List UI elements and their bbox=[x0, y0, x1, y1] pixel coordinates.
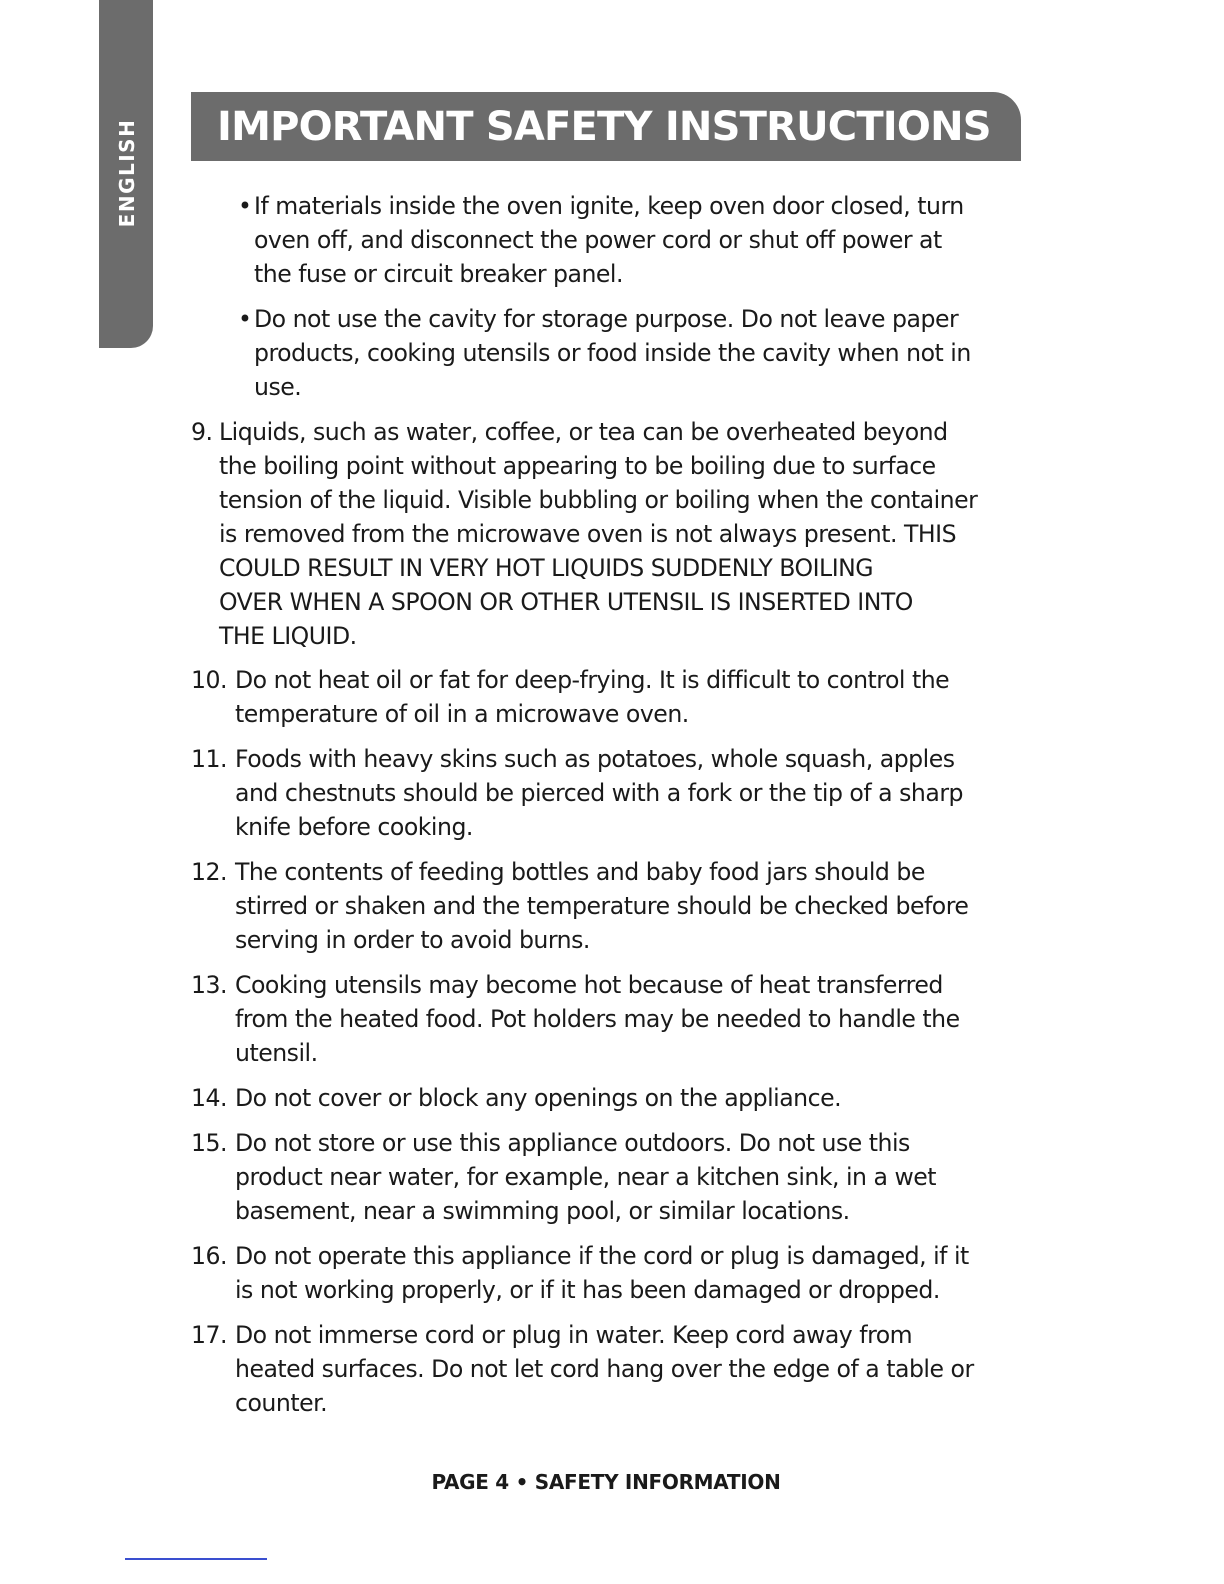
list-item-text bbox=[219, 415, 977, 653]
language-tab-label: ENGLISH bbox=[115, 118, 139, 228]
text-line: Do not operate this appliance if the cord or plug is damaged, if it bbox=[235, 1242, 969, 1270]
text-line: Do not heat oil or fat for deep-frying. It is difficult to control the bbox=[235, 666, 950, 694]
list-item-12 bbox=[191, 855, 968, 957]
list-item-17 bbox=[191, 1318, 974, 1420]
text-line: The contents of feeding bottles and baby food jars should be bbox=[235, 858, 925, 886]
list-item-text bbox=[235, 968, 960, 1070]
list-item-text bbox=[254, 302, 971, 404]
list-item-10 bbox=[191, 663, 949, 731]
text-line: Do not store or use this appliance outdoors. Do not use this bbox=[235, 1129, 910, 1157]
item-number: 13. bbox=[191, 971, 228, 999]
section-header-bar bbox=[191, 92, 1021, 161]
text-line: is removed from the microwave oven is not always present. THIS bbox=[219, 520, 957, 548]
text-line: utensil. bbox=[235, 1039, 318, 1067]
text-line: stirred or shaken and the temperature should be checked before bbox=[235, 892, 969, 920]
list-item-text bbox=[254, 189, 964, 291]
list-item-text bbox=[235, 855, 968, 957]
text-line: Do not cover or block any openings on the appliance. bbox=[235, 1084, 842, 1112]
list-item-text bbox=[235, 663, 949, 731]
list-item-14 bbox=[191, 1081, 841, 1115]
text-line: knife before cooking. bbox=[235, 813, 473, 841]
text-line: temperature of oil in a microwave oven. bbox=[235, 700, 689, 728]
list-item-text bbox=[235, 742, 963, 844]
bullet-marker: • bbox=[238, 305, 252, 333]
list-item-text bbox=[235, 1239, 969, 1307]
text-line: counter. bbox=[235, 1389, 328, 1417]
list-item-13 bbox=[191, 968, 960, 1070]
item-number: 15. bbox=[191, 1129, 228, 1157]
text-line: Foods with heavy skins such as potatoes, whole squash, apples bbox=[235, 745, 955, 773]
text-line: OVER WHEN A SPOON OR OTHER UTENSIL IS INSERTED INTO bbox=[219, 588, 913, 616]
text-line: use. bbox=[254, 373, 302, 401]
page-footer: PAGE 4 • SAFETY INFORMATION bbox=[431, 1470, 781, 1494]
list-item-15 bbox=[191, 1126, 936, 1228]
item-number: 11. bbox=[191, 745, 228, 773]
item-number: 12. bbox=[191, 858, 228, 886]
text-line: product near water, for example, near a kitchen sink, in a wet bbox=[235, 1163, 937, 1191]
text-line: basement, near a swimming pool, or similar locations. bbox=[235, 1197, 850, 1225]
item-number: 14. bbox=[191, 1084, 228, 1112]
text-line: the fuse or circuit breaker panel. bbox=[254, 260, 623, 288]
page-title: IMPORTANT SAFETY INSTRUCTIONS bbox=[217, 104, 991, 150]
item-number: 10. bbox=[191, 666, 228, 694]
list-item-9 bbox=[191, 415, 977, 653]
text-line: serving in order to avoid burns. bbox=[235, 926, 590, 954]
text-line: and chestnuts should be pierced with a fork or the tip of a sharp bbox=[235, 779, 964, 807]
text-line: If materials inside the oven ignite, keep oven door closed, turn bbox=[254, 192, 964, 220]
text-line: Liquids, such as water, coffee, or tea can be overheated beyond bbox=[219, 418, 948, 446]
list-item-text bbox=[235, 1318, 974, 1420]
item-number: 17. bbox=[191, 1321, 228, 1349]
list-item-11 bbox=[191, 742, 963, 844]
text-line: oven off, and disconnect the power cord or shut off power at bbox=[254, 226, 942, 254]
bottom-rule-divider bbox=[125, 1558, 267, 1560]
text-line: tension of the liquid. Visible bubbling or boiling when the container bbox=[219, 486, 978, 514]
text-line: Cooking utensils may become hot because of heat transferred bbox=[235, 971, 943, 999]
list-item-text bbox=[235, 1126, 936, 1228]
text-line: Do not immerse cord or plug in water. Keep cord away from bbox=[235, 1321, 913, 1349]
text-line: products, cooking utensils or food inside the cavity when not in bbox=[254, 339, 971, 367]
item-number: 9. bbox=[191, 418, 213, 446]
text-line: the boiling point without appearing to be boiling due to surface bbox=[219, 452, 936, 480]
text-line: from the heated food. Pot holders may be needed to handle the bbox=[235, 1005, 960, 1033]
text-line: is not working properly, or if it has been damaged or dropped. bbox=[235, 1276, 940, 1304]
text-line: Do not use the cavity for storage purpose. Do not leave paper bbox=[254, 305, 959, 333]
item-number: 16. bbox=[191, 1242, 228, 1270]
text-line: THE LIQUID. bbox=[219, 622, 357, 650]
text-line: COULD RESULT IN VERY HOT LIQUIDS SUDDENLY BOILING bbox=[219, 554, 874, 582]
list-item-bullet-1 bbox=[238, 189, 964, 291]
text-line: heated surfaces. Do not let cord hang over the edge of a table or bbox=[235, 1355, 974, 1383]
list-item-16 bbox=[191, 1239, 969, 1307]
list-item-bullet-2 bbox=[238, 302, 971, 404]
list-item-text bbox=[235, 1081, 841, 1115]
bullet-marker: • bbox=[238, 192, 252, 220]
